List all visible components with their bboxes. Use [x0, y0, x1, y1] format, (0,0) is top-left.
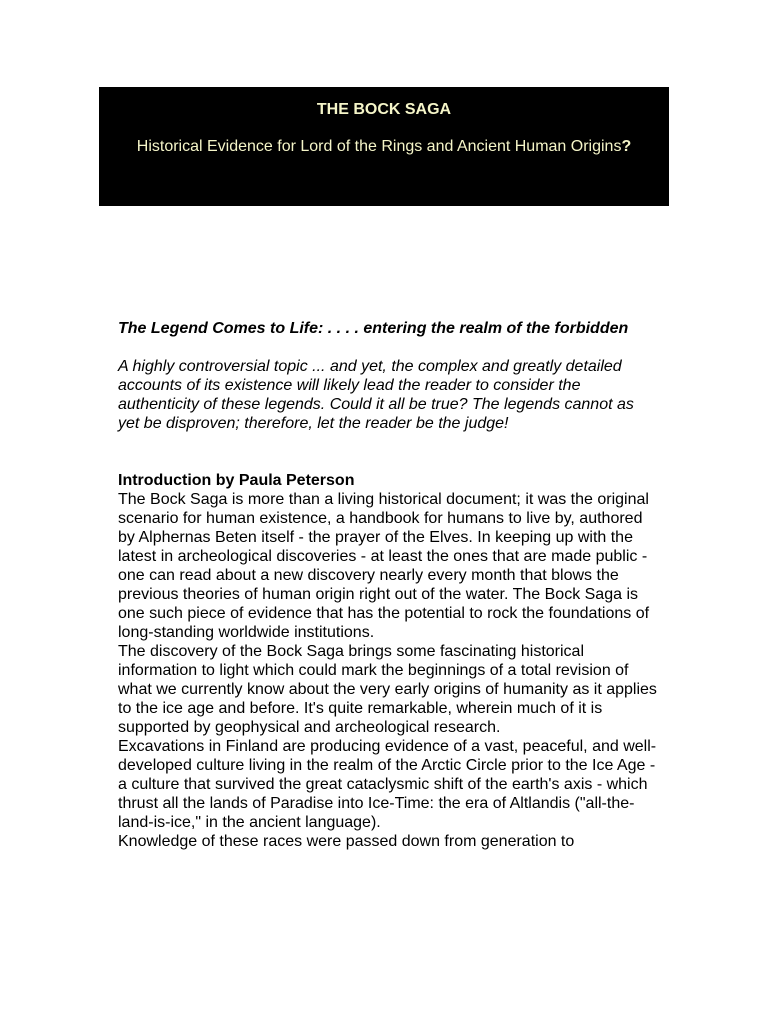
article-body: [118, 319, 658, 851]
body-paragraph-truncated: Knowledge of these races were passed down from generation to: [118, 833, 575, 850]
subtitle-question-mark: ?: [621, 138, 632, 155]
body-paragraph: The Bock Saga is more than a living historical document; it was the original scenario for human existence, a handbook for humans to live by, authored by Alphernas Beten itself - the prayer of the Elves. In keeping up with the latest in archeological discoveries - at least the ones that are made public - one can read about a new discovery nearly every month that blows the previous theories of human origin right out of the water. The Bock Saga is one such piece of evidence that has the potential to rock the foundations of long-standing worldwide institutions.: [118, 491, 650, 641]
legend-heading: The Legend Comes to Life: . . . . entering the realm of the forbidden: [118, 320, 629, 337]
document-subtitle: [129, 137, 639, 156]
introduction-heading: Introduction by Paula Peterson: [118, 472, 355, 489]
lead-paragraph: A highly controversial topic ... and yet, the complex and greatly detailed accounts of its existence will likely lead the reader to consider the authenticity of these legends. Could it all be true? The legends cannot as yet be disproven; therefore, let the reader be the judge!: [118, 358, 634, 432]
document-title: THE BOCK SAGA: [316, 101, 452, 118]
body-paragraph: The discovery of the Bock Saga brings some fascinating historical information to light which could mark the beginnings of a total revision of what we currently know about the very early origins of humanity as it applies to the ice age and before. It's quite remarkable, wherein much of it is supported by geophysical and archeological research.: [118, 643, 657, 736]
page-cutoff: [0, 933, 768, 1024]
title-banner: [99, 87, 669, 206]
subtitle-text: Historical Evidence for Lord of the Rings and Ancient Human Origins: [136, 138, 622, 155]
body-paragraph: Excavations in Finland are producing evidence of a vast, peaceful, and well-developed culture living in the realm of the Arctic Circle prior to the Ice Age - a culture that survived the great cataclysmic shift of the earth's axis - which thrust all the lands of Paradise into Ice-Time: the era of Altlandis ("all-the-land-is-ice," in the ancient language).: [118, 738, 657, 831]
